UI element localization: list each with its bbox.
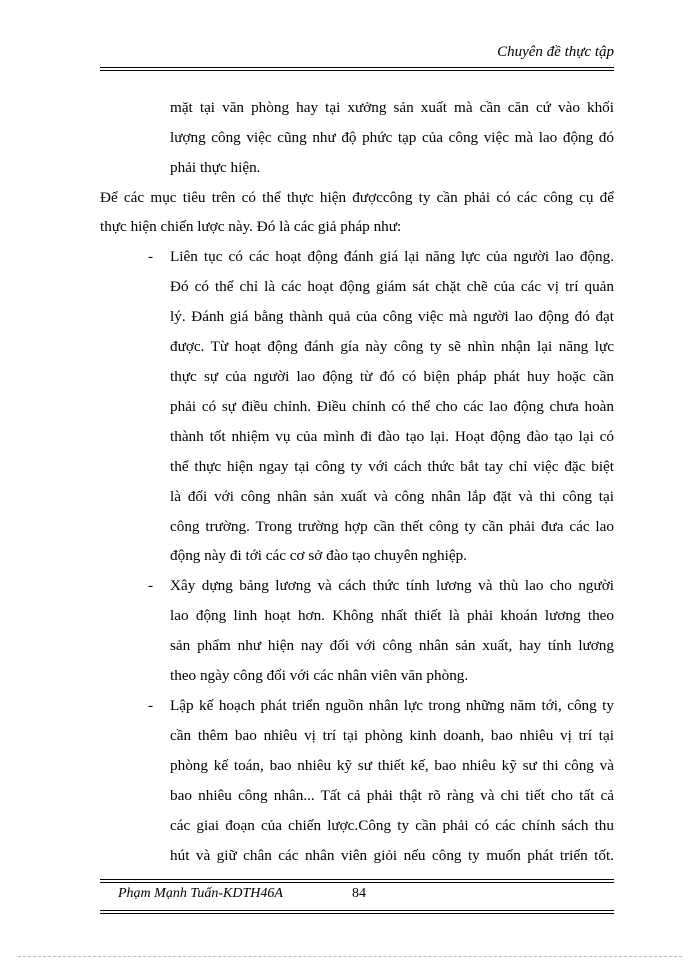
body-line: là đối với công nhân sản xuất và công nhân lắp đặt và thi công tại: [170, 488, 614, 505]
page-edge-divider: [18, 956, 682, 957]
body-line: lao động linh hoạt hơn. Không nhất thiết là phải khoán lương theo: [170, 607, 614, 624]
body-line: hút và giữ chân các nhân viên giỏi nếu công ty muốn phát triển tốt.: [170, 847, 614, 864]
body-line: động này đi tới các cơ sở đào tạo chuyên nghiệp.: [170, 547, 467, 564]
body-line: thực sự của người lao động từ đó có biện pháp phát huy hoặc cần: [170, 368, 614, 385]
body-line: Liên tục có các hoạt động đánh giá lại năng lực của người lao động.: [170, 248, 614, 265]
body-line: bao nhiêu công nhân... Tất cả phải thật rõ ràng và chi tiết cho tất cả: [170, 787, 614, 804]
footer-author: Phạm Mạnh Tuấn-KDTH46A: [118, 886, 283, 901]
body-line: Để các mục tiêu trên có thể thực hiện đượccông ty cần phải có các công cụ để: [100, 189, 614, 206]
footer-rule-lower-top: [100, 910, 614, 911]
bullet-dash: -: [148, 697, 154, 714]
footer-rule-lower-bottom: [100, 913, 614, 914]
body-line: phòng kế toán, bao nhiêu kỹ sư thiết kế, bao nhiêu kỹ sư thi công và: [170, 757, 614, 774]
footer-rule-top: [100, 879, 614, 880]
body-line: Lập kế hoạch phát triển nguồn nhân lực trong những năm tới, công ty: [170, 697, 614, 714]
body-line: các giai đoạn của chiến lược.Công ty cần phải có các chính sách thu: [170, 817, 614, 834]
body-line: công trường. Trong trường hợp cần thết công ty cần phải đưa các lao: [170, 518, 614, 535]
body-line: thành tốt nhiệm vụ của mình đi đào tạo lại. Hoạt động đào tạo lại có: [170, 428, 614, 445]
header-title: Chuyên đề thực tập: [497, 44, 614, 60]
bullet-dash: -: [148, 577, 154, 594]
footer-rule-bottom: [100, 882, 614, 883]
body-line: mặt tại văn phòng hay tại xưởng sản xuất mà cần căn cứ vào khối: [170, 99, 614, 116]
body-line: lượng công việc cũng như độ phức tạp của công việc mà lao động đó: [170, 129, 614, 146]
body-line: lý. Đánh giá bằng thành quả của công việc mà người lao động đó đạt: [170, 308, 614, 325]
body-line: phải có sự điều chỉnh. Điều chỉnh có thể cho các lao động chưa hoàn: [170, 398, 614, 415]
body-line: cần thêm bao nhiêu vị trí tại phòng kinh doanh, bao nhiêu vị trí tại: [170, 727, 614, 744]
body-line: thực hiện chiến lược này. Đó là các giả pháp như:: [100, 218, 402, 235]
body-line: theo ngày công đối với các nhân viên văn phòng.: [170, 667, 469, 684]
bullet-dash: -: [148, 248, 154, 265]
body-line: thể thực hiện ngay tại công ty với cách thức bắt tay chỉ việc đặc biệt: [170, 458, 614, 475]
body-line: sản phẩm như hiện nay đối với công nhân sản xuất, hay tính lương: [170, 637, 614, 654]
footer-page-number: 84: [352, 886, 366, 901]
body-line: phải thực hiện.: [170, 159, 261, 176]
body-line: Đó có thể chỉ là các hoạt động giám sát chặt chẽ của các vị trí quản: [170, 278, 614, 295]
body-line: được. Từ hoạt động đánh gía này công ty sẽ nhìn nhận lại năng lực: [170, 338, 614, 355]
body-line: Xây dựng bảng lương và cách thức tính lương và thù lao cho người: [170, 577, 614, 594]
